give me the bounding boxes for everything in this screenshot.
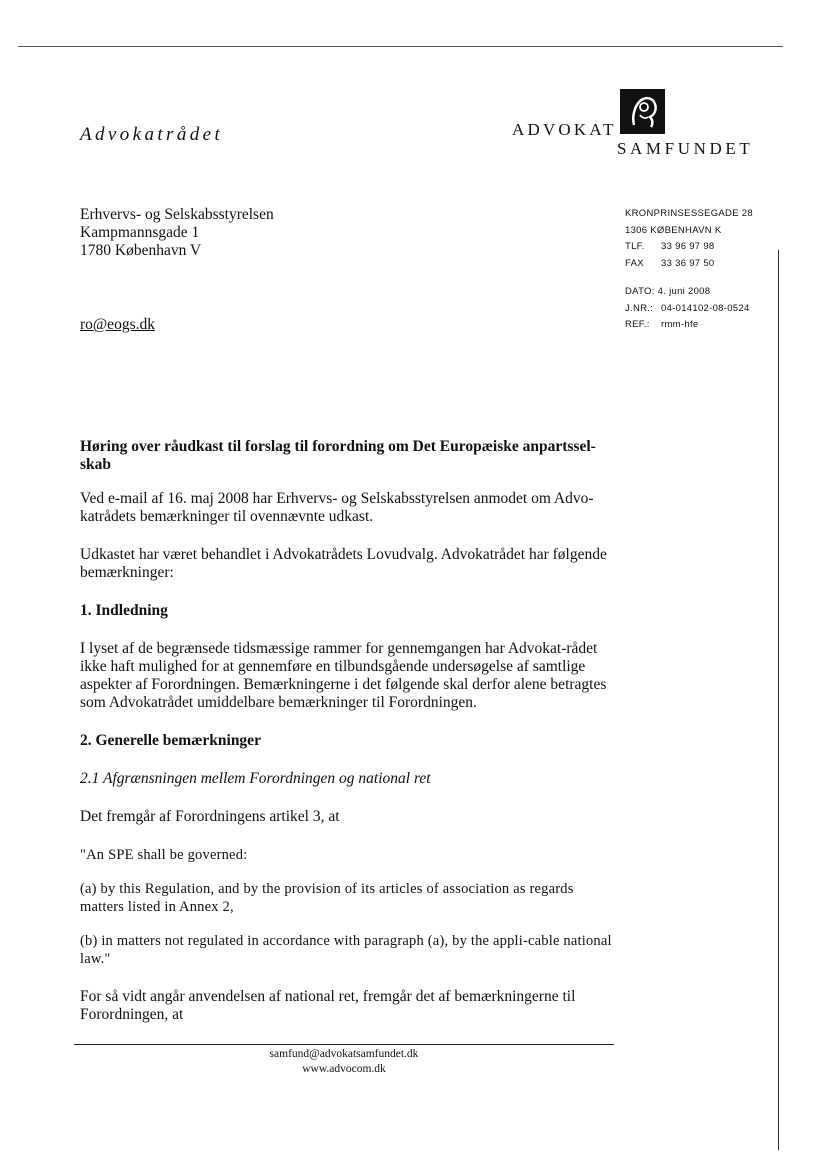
org-name: Advokatrådet <box>80 124 224 145</box>
fax-value: 33 36 97 50 <box>661 257 715 269</box>
footer <box>74 1047 614 1077</box>
advokatsamfundet-emblem-icon <box>620 89 665 134</box>
section-heading: 1. Indledning <box>80 602 168 619</box>
quoted-text: (a) by this Regulation, and by the provision of its articles of association as regards matters listed in Annex 2, <box>80 881 574 915</box>
sender-street: KRONPRINSESSEGADE 28 <box>625 208 753 219</box>
recipient-email-link[interactable]: ro@eogs.dk <box>80 316 155 333</box>
letter-date <box>625 284 753 301</box>
subject-line: Høring over råudkast til forslag til forordning om Det Europæiske anpartssel-skab <box>80 438 596 473</box>
jnr-value: 04-014102-08-0524 <box>661 302 750 314</box>
body-paragraph: Ved e-mail af 16. maj 2008 har Erhvervs- og Selskabsstyrelsen anmodet om Advo-katrådets bemærkninger til ovennævnte udkast. <box>80 490 594 525</box>
subsection-heading: 2.1 Afgrænsningen mellem Forordningen og national ret <box>80 770 431 787</box>
sender-city: 1306 KØBENHAVN K <box>625 224 722 236</box>
ref-label: REF.: <box>625 319 650 330</box>
jnr-label: J.NR.: <box>625 302 654 314</box>
letter-body <box>80 438 620 1024</box>
ref-value: rmm-hfe <box>661 319 699 330</box>
right-margin-line <box>778 250 779 1150</box>
recipient-line: 1780 København V <box>80 242 202 259</box>
sender-phone <box>625 239 753 256</box>
footer-email-link[interactable]: samfund@advokatsamfundet.dk <box>269 1048 419 1060</box>
footer-divider <box>74 1044 614 1045</box>
fax-label: FAX <box>625 257 644 269</box>
recipient-line: Kampmannsgade 1 <box>80 224 200 241</box>
logo-text-samfundet: SAMFUNDET <box>617 139 754 158</box>
date-value: 4. juni 2008 <box>657 286 711 297</box>
top-divider <box>18 46 783 47</box>
reference <box>625 317 753 334</box>
date-label: DATO: <box>625 286 655 297</box>
body-paragraph: I lyset af de begrænsede tidsmæssige rammer for gennemgangen har Advokat-rådet ikke haft mulighed for at gennemføre en tilbundsgående undersøgelse af samtlige aspekter af Forordningen. Bemærkningerne i det følgende skal derfor alene betragtes som Advokatrådet umiddelbare bemærkninger til Forordningen. <box>80 640 607 711</box>
quoted-text: (b) in matters not regulated in accordance with paragraph (a), by the appli-cable national law." <box>80 933 612 967</box>
sender-info-block <box>625 206 753 334</box>
footer-web-link[interactable]: www.advocom.dk <box>302 1063 386 1075</box>
quoted-text: "An SPE shall be governed: <box>80 847 248 863</box>
logo-text-advokat: ADVOKAT <box>512 120 617 139</box>
body-paragraph: Det fremgår af Forordningens artikel 3, at <box>80 808 340 825</box>
sender-fax <box>625 256 753 273</box>
section-heading: 2. Generelle bemærkninger <box>80 732 261 749</box>
body-paragraph: For så vidt angår anvendelsen af national ret, fremgår det af bemærkningerne til Forordningen, at <box>80 988 576 1023</box>
phone-value: 33 96 97 98 <box>661 241 715 252</box>
recipient-line: Erhvervs- og Selskabsstyrelsen <box>80 206 274 223</box>
phone-label: TLF. <box>625 241 645 252</box>
body-paragraph: Udkastet har været behandlet i Advokatrådets Lovudvalg. Advokatrådet har følgende bemærkninger: <box>80 546 607 581</box>
journal-number <box>625 301 753 318</box>
recipient-address <box>80 206 274 260</box>
